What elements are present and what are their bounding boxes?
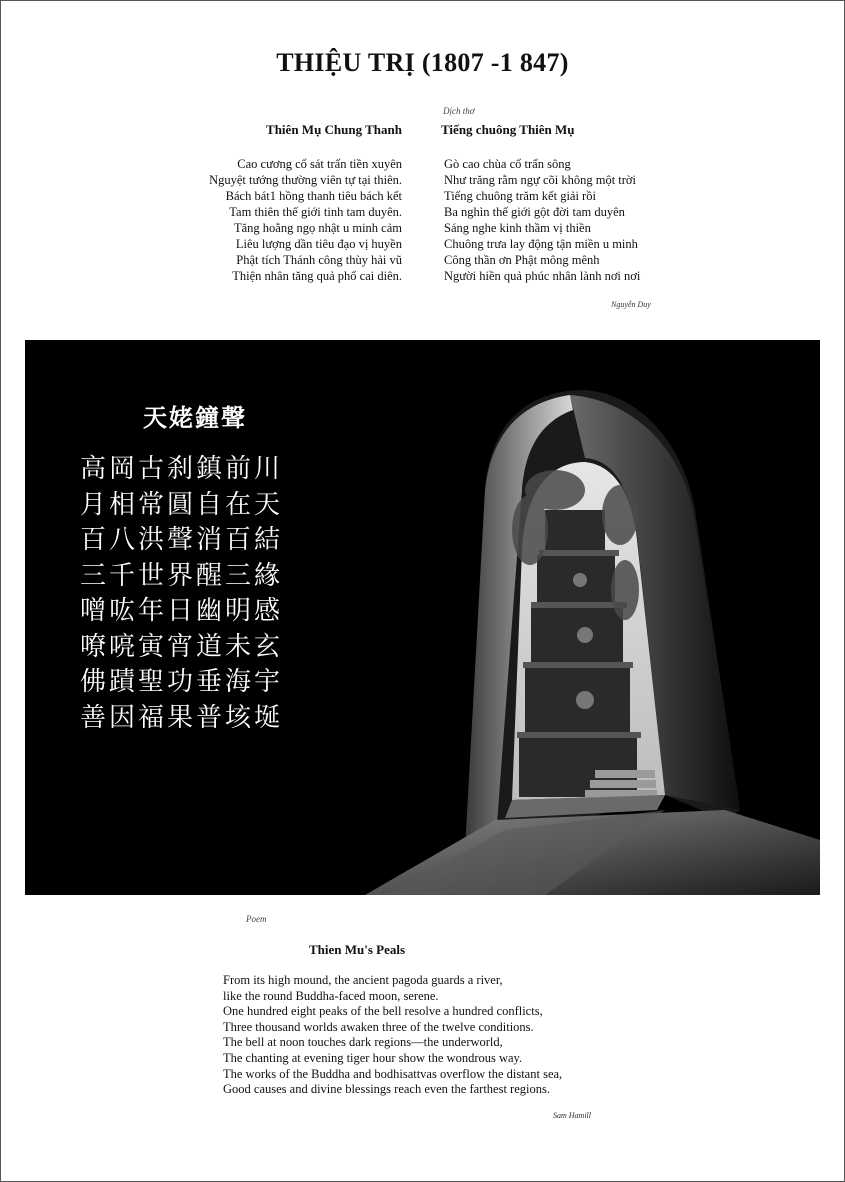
english-poem-lines xyxy=(223,973,562,1098)
poem-line: Tiếng chuông trăm kết giải rồi xyxy=(444,189,596,203)
poem-line: One hundred eight peaks of the bell resolve a hundred conflicts, xyxy=(223,1004,543,1019)
poem-line: Ba nghìn thế giới gột đời tam duyên xyxy=(444,205,625,219)
poem-line: Gò cao chùa cổ trấn sông xyxy=(444,157,571,171)
english-translator-credit: Sam Hamill xyxy=(553,1111,591,1120)
english-poem-title: Thien Mu's Peals xyxy=(309,942,406,957)
translation-poem-lines xyxy=(441,156,721,284)
vietnamese-poem-lines xyxy=(140,156,402,284)
poem-line: Three thousand worlds awaken three of the twelve conditions. xyxy=(223,1019,534,1034)
poem-line: 百八洪聲消百結 xyxy=(80,525,284,555)
poem-line: Người hiền quả phúc nhân lành nơi nơi xyxy=(444,269,641,283)
poem-line: Chuông trưa lay động tận miền u minh xyxy=(444,237,638,251)
poem-line: 嘹喨寅宵道未玄 xyxy=(80,631,284,662)
english-poem-label: Poem xyxy=(246,914,267,924)
poem-line: 三千世界醒三緣 xyxy=(80,560,284,591)
chinese-poem-lines xyxy=(80,452,283,736)
translation-label: Dịch thơ xyxy=(443,106,475,116)
poem-line: Tam thiên thế giới tinh tam duyên. xyxy=(229,205,402,219)
poem-line: Liêu lượng dần tiêu đạo vị huyền xyxy=(235,237,402,251)
poem-line: Sáng nghe kinh thầm vị thiền xyxy=(444,221,591,235)
translation-poem-title: Tiếng chuông Thiên Mụ xyxy=(441,122,575,137)
poem-line: The bell at noon touches dark regions—the underworld, xyxy=(223,1035,503,1050)
poem-line: Bách bát1 hồng thanh tiêu bách kết xyxy=(225,189,402,203)
pagoda-photo-panel xyxy=(25,340,820,895)
poem-line: Nguyệt tướng thường viên tự tại thiên. xyxy=(209,173,402,187)
vietnamese-poem-title: Thiên Mụ Chung Thanh xyxy=(266,122,402,137)
poem-line: Thiện nhân tăng quả phổ cai diên. xyxy=(232,269,402,283)
poem-line: The chanting at evening tiger hour show the wondrous way. xyxy=(223,1050,523,1065)
poem-line: 高岡古刹鎮前川 xyxy=(80,454,284,484)
poem-line: 噌吰年日幽明感 xyxy=(80,596,284,626)
poem-line: Như trăng rằm ngự cõi không một trời xyxy=(444,173,637,187)
poem-line: 佛蹟聖功垂海宇 xyxy=(80,667,284,697)
poem-line: 善因福果普垓埏 xyxy=(80,702,284,733)
poem-line: Cao cương cổ sát trấn tiền xuyên xyxy=(237,157,402,171)
poem-line: From its high mound, the ancient pagoda guards a river, xyxy=(223,973,503,987)
poem-line: Tăng hoằng ngọ nhật u minh cảm xyxy=(233,221,402,235)
translation-poem xyxy=(441,120,721,284)
poem-line: like the round Buddha-faced moon, serene. xyxy=(223,988,439,1003)
poem-line: Phật tích Thánh công thùy hải vũ xyxy=(236,253,402,267)
poem-line: 月相常圓自在天 xyxy=(80,489,284,520)
poem-line: Công thần ơn Phật mông mênh xyxy=(444,253,600,267)
poem-line: The works of the Buddha and bodhisattvas overflow the distant sea, xyxy=(223,1066,563,1081)
poem-line: Good causes and divine blessings reach even the farthest regions. xyxy=(223,1082,550,1097)
page-title: THIỆU TRỊ (1807 -1 847) xyxy=(276,48,569,77)
vietnamese-poem xyxy=(140,120,402,284)
translator-credit: Nguyễn Duy xyxy=(611,300,651,309)
chinese-poem-title: 天姥鐘聲 xyxy=(143,403,247,432)
